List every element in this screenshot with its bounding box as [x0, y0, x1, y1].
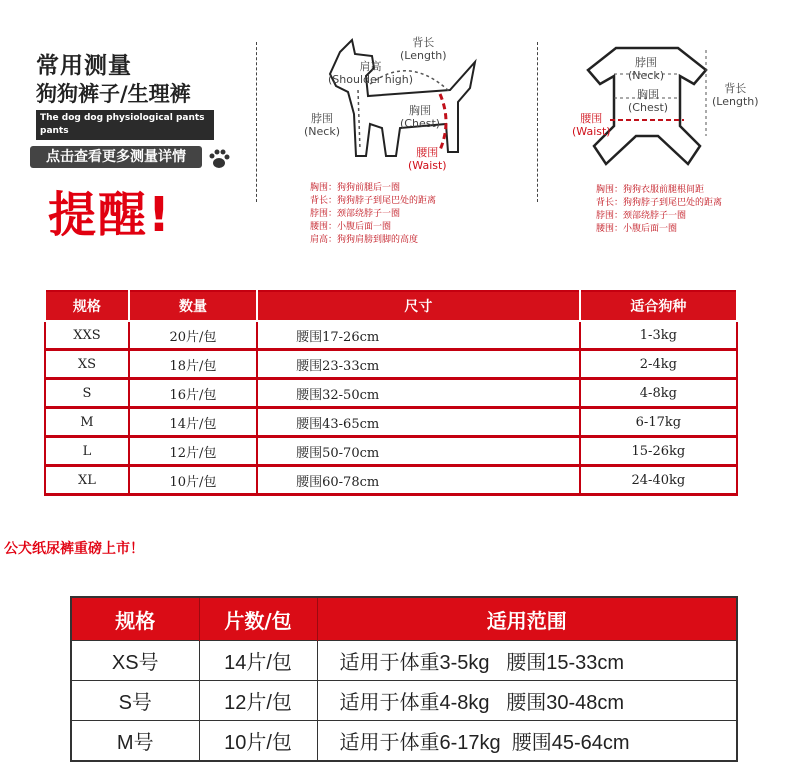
cell-pieces: 10片/包	[199, 721, 317, 762]
cell-size: 腰围17-26cm	[257, 321, 580, 350]
cell-dog-type: 2-4kg	[580, 350, 737, 379]
cell-quantity: 12片/包	[129, 437, 257, 466]
dog-waist-label: 腰围 (Waist)	[408, 146, 447, 172]
garment-length-label: 背长 (Length)	[712, 82, 759, 108]
table-row	[45, 408, 737, 437]
header-spec: 规格	[71, 597, 199, 641]
cell-size: 腰围50-70cm	[257, 437, 580, 466]
dog-length-label: 背长 (Length)	[400, 36, 447, 62]
cell-size: 腰围43-65cm	[257, 408, 580, 437]
cell-quantity: 14片/包	[129, 408, 257, 437]
cell-range: 适用于体重4-8kg 腰围30-48cm	[317, 681, 737, 721]
header-dog-type: 适合狗种	[580, 291, 737, 321]
table-row	[45, 350, 737, 379]
table-row	[71, 641, 737, 681]
cell-size: 腰围32-50cm	[257, 379, 580, 408]
cell-dog-type: 6-17kg	[580, 408, 737, 437]
cell-spec: L	[45, 437, 129, 466]
cell-spec: XXS	[45, 321, 129, 350]
cell-size: 腰围23-33cm	[257, 350, 580, 379]
paw-icon	[208, 148, 230, 170]
cell-size: 腰围60-78cm	[257, 466, 580, 495]
promo-text: 公犬纸尿裤重磅上市！	[4, 541, 144, 557]
divider-left	[256, 42, 257, 202]
cell-quantity: 16片/包	[129, 379, 257, 408]
male-dog-diaper-table	[70, 596, 738, 762]
cell-spec: M	[45, 408, 129, 437]
dog-measurement-notes: 胸围：狗狗前腿后一圈 背长：狗狗脖子到尾巴处的距离 脖围：颈部绕脖子一圈 腰围：小腹后面一圈 肩高：狗狗肩膀到脚的高度	[310, 183, 437, 245]
table-row	[45, 466, 737, 495]
english-description: The dog dog physiological pants pants	[36, 110, 214, 140]
cell-dog-type: 1-3kg	[580, 321, 737, 350]
table-row	[45, 437, 737, 466]
cell-spec: M号	[71, 721, 199, 762]
dog-chest-label: 胸围 (Chest)	[400, 104, 441, 130]
size-table-header	[45, 291, 737, 321]
garment-waist-label: 腰围 (Waist)	[572, 112, 611, 138]
dog-shoulder-label: 肩高 (Shoulder high)	[328, 60, 414, 86]
cell-dog-type: 24-40kg	[580, 466, 737, 495]
reminder-heading: 提醒!	[48, 187, 172, 243]
size-table	[44, 290, 738, 496]
cell-quantity: 18片/包	[129, 350, 257, 379]
divider-right	[537, 42, 538, 202]
garment-neck-label: 脖围 (Neck)	[628, 56, 664, 82]
header-spec: 规格	[45, 291, 129, 321]
cell-quantity: 20片/包	[129, 321, 257, 350]
cell-spec: S	[45, 379, 129, 408]
cell-pieces: 14片/包	[199, 641, 317, 681]
table-row	[71, 721, 737, 762]
header-size: 尺寸	[257, 291, 580, 321]
title-sub: 狗狗裤子/生理裤	[36, 82, 191, 106]
title-main: 常用测量	[36, 53, 132, 79]
garment-chest-label: 胸围 (Chest)	[628, 88, 669, 114]
table2-header	[71, 597, 737, 641]
cell-dog-type: 15-26kg	[580, 437, 737, 466]
cell-range: 适用于体重6-17kg 腰围45-64cm	[317, 721, 737, 762]
cell-pieces: 12片/包	[199, 681, 317, 721]
cell-quantity: 10片/包	[129, 466, 257, 495]
table-row	[45, 379, 737, 408]
cell-spec: XS号	[71, 641, 199, 681]
table-row	[71, 681, 737, 721]
cell-spec: S号	[71, 681, 199, 721]
header-range: 适用范围	[317, 597, 737, 641]
dog-neck-label: 脖围 (Neck)	[304, 112, 340, 138]
garment-measurement-notes: 胸围：狗狗衣服前腿根间距 背长：狗狗脖子到尾巴处的距离 脖围：颈部绕脖子一圈 腰围：小腹后面一圈	[596, 185, 723, 234]
cell-spec: XS	[45, 350, 129, 379]
cell-dog-type: 4-8kg	[580, 379, 737, 408]
cell-range: 适用于体重3-5kg 腰围15-33cm	[317, 641, 737, 681]
measurement-details-button[interactable]: 点击查看更多测量详情	[30, 146, 202, 168]
header-pieces: 片数/包	[199, 597, 317, 641]
header-quantity: 数量	[129, 291, 257, 321]
table-row	[45, 321, 737, 350]
cell-spec: XL	[45, 466, 129, 495]
